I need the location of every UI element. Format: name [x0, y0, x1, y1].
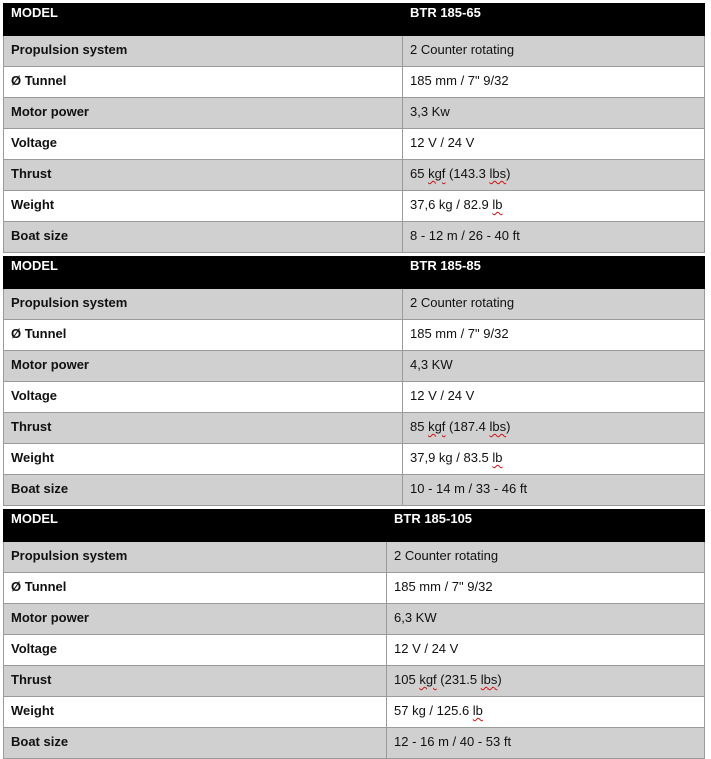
table-row	[4, 666, 705, 697]
row-value: 6,3 KW	[394, 610, 437, 625]
row-value: 8 - 12 m / 26 - 40 ft	[410, 228, 520, 243]
row-value: 185 mm / 7" 9/32	[410, 73, 509, 88]
header-label-cell	[4, 4, 403, 36]
header-label: MODEL	[11, 511, 58, 526]
table-row	[4, 728, 705, 759]
table-row	[4, 222, 705, 253]
row-value: 85 kgf (187.4 lbs)	[410, 419, 511, 434]
row-label: Voltage	[11, 641, 57, 656]
table-row	[4, 129, 705, 160]
row-value: 185 mm / 7" 9/32	[410, 326, 509, 341]
row-label: Weight	[11, 703, 55, 718]
header-value-cell	[403, 4, 705, 36]
row-label: Ø Tunnel	[11, 73, 67, 88]
spec-table-btr-185-65	[3, 3, 705, 253]
table-row	[4, 67, 705, 98]
table-row	[4, 444, 705, 475]
row-value: 12 V / 24 V	[394, 641, 459, 656]
row-value: 105 kgf (231.5 lbs)	[394, 672, 502, 687]
row-value: 12 - 16 m / 40 - 53 ft	[394, 734, 512, 749]
spec-table-btr-185-105	[3, 509, 705, 759]
header-value-cell	[403, 257, 705, 289]
table-header-row	[4, 510, 705, 542]
row-value: 3,3 Kw	[410, 104, 450, 119]
row-label: Propulsion system	[11, 548, 128, 563]
table-row	[4, 697, 705, 728]
model-name: BTR 185-85	[410, 258, 481, 273]
row-label: Motor power	[11, 610, 89, 625]
row-label: Propulsion system	[11, 295, 128, 310]
row-label: Boat size	[11, 228, 69, 243]
table-row	[4, 98, 705, 129]
row-value: 2 Counter rotating	[394, 548, 499, 563]
row-label: Thrust	[11, 166, 52, 181]
row-value: 65 kgf (143.3 lbs)	[410, 166, 511, 181]
header-label: MODEL	[11, 5, 58, 20]
table-row	[4, 542, 705, 573]
row-label: Weight	[11, 197, 55, 212]
table-row	[4, 413, 705, 444]
row-value: 2 Counter rotating	[410, 42, 515, 57]
spec-table-btr-185-85	[3, 256, 705, 506]
row-label: Boat size	[11, 734, 69, 749]
row-value: 4,3 KW	[410, 357, 453, 372]
header-label-cell	[4, 257, 403, 289]
row-value: 57 kg / 125.6 lb	[394, 703, 483, 718]
table-row	[4, 382, 705, 413]
table-row	[4, 320, 705, 351]
header-label: MODEL	[11, 258, 58, 273]
table-row	[4, 191, 705, 222]
row-label: Weight	[11, 450, 55, 465]
table-row	[4, 36, 705, 67]
row-label: Ø Tunnel	[11, 326, 67, 341]
row-label: Thrust	[11, 672, 52, 687]
row-label: Motor power	[11, 104, 89, 119]
row-value: 12 V / 24 V	[410, 135, 475, 150]
table-row	[4, 160, 705, 191]
table-row	[4, 573, 705, 604]
header-label-cell	[4, 510, 387, 542]
table-row	[4, 604, 705, 635]
model-name: BTR 185-105	[394, 511, 473, 526]
row-label: Voltage	[11, 388, 57, 403]
row-label: Boat size	[11, 481, 69, 496]
table-row	[4, 289, 705, 320]
row-label: Thrust	[11, 419, 52, 434]
table-header-row	[4, 257, 705, 289]
row-value: 185 mm / 7" 9/32	[394, 579, 493, 594]
row-value: 37,9 kg / 83.5 lb	[410, 450, 503, 465]
row-value: 2 Counter rotating	[410, 295, 515, 310]
table-row	[4, 475, 705, 506]
row-label: Motor power	[11, 357, 89, 372]
table-row	[4, 635, 705, 666]
row-value: 10 - 14 m / 33 - 46 ft	[410, 481, 528, 496]
table-row	[4, 351, 705, 382]
row-label: Ø Tunnel	[11, 579, 67, 594]
row-value: 12 V / 24 V	[410, 388, 475, 403]
row-label: Voltage	[11, 135, 57, 150]
model-name: BTR 185-65	[410, 5, 481, 20]
header-value-cell	[387, 510, 705, 542]
row-value: 37,6 kg / 82.9 lb	[410, 197, 503, 212]
table-header-row	[4, 4, 705, 36]
row-label: Propulsion system	[11, 42, 128, 57]
